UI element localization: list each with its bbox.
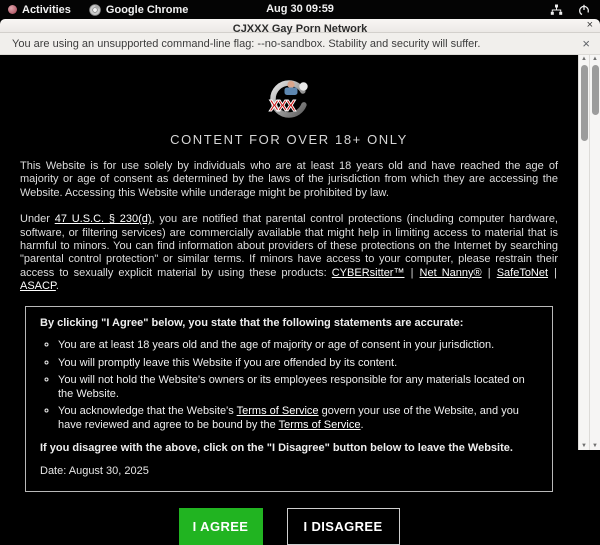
app-menu-label: Google Chrome [105, 3, 189, 16]
logo-xxx-text: XXX [269, 98, 294, 115]
p2-text: . [55, 280, 59, 293]
consent-buttons [20, 508, 558, 545]
topbar-left [0, 0, 188, 19]
link-asacp[interactable]: ASACP [20, 280, 56, 293]
agreement-bullet [58, 405, 538, 432]
link-safetonet[interactable]: SafeToNet [496, 266, 549, 279]
site-logo [20, 55, 558, 125]
site-logo-image [267, 76, 311, 120]
app-menu-button[interactable] [89, 0, 189, 19]
window-title: CJXXX Gay Porn Network [232, 23, 368, 35]
terms-of-service-link[interactable]: Terms of Service [236, 405, 319, 418]
topbar-right [550, 4, 600, 16]
scroll-down-icon[interactable]: ▼ [581, 443, 587, 449]
disagree-button[interactable]: I DISAGREE [287, 508, 400, 545]
activities-label: Activities [22, 3, 71, 16]
link-cybersitter[interactable]: CYBERsitter™ [331, 266, 405, 279]
power-icon[interactable] [578, 4, 590, 16]
inner-scrollbar-thumb[interactable] [581, 65, 588, 141]
link-net-nanny[interactable]: Net Nanny® [419, 266, 482, 279]
agreement-box [25, 306, 553, 493]
chrome-icon [89, 4, 101, 16]
agreement-intro: By clicking "I Agree" below, you state that the following statements are accurate: [40, 316, 464, 329]
agreement-list [58, 339, 538, 432]
inner-scrollbar[interactable] [578, 55, 589, 450]
outer-scrollbar-thumb[interactable] [592, 65, 599, 115]
date-label: Date: August 30, 2025 [40, 464, 149, 477]
agree-button[interactable]: I AGREE [179, 508, 263, 545]
separator: | [487, 266, 491, 279]
clock-button[interactable]: Aug 30 09:59 [266, 3, 334, 15]
scrollbar-area [578, 55, 600, 450]
p2-text: , you are notified that parental control protections (including computer hardware, software, or filtering services) are commercially available that might help in limiting access to material that is harmful to minors. You can find information about providers of these protections on the Internet by searching "parental control protection" or similar terms. If minors have access to your computer, please restrain their access to sexually explicit material by using these products: [20, 213, 558, 279]
separator: | [410, 266, 414, 279]
age-gate-content [0, 55, 578, 545]
activities-button[interactable] [8, 0, 71, 19]
paragraph-parental-controls [20, 213, 558, 293]
separator: | [554, 266, 558, 279]
bullet4-text: . [360, 418, 364, 431]
law-link[interactable]: 47 U.S.C. § 230(d) [54, 213, 152, 226]
window-close-button[interactable]: × [586, 19, 593, 31]
bullet4-text: You acknowledge that the Website's [58, 405, 237, 418]
agreement-bullet: ◦ You will promptly leave this Website if you are offended by its content. [58, 357, 538, 371]
scroll-down-icon[interactable]: ▼ [592, 443, 598, 449]
scroll-up-icon[interactable]: ▲ [581, 56, 587, 62]
disagree-note: If you disagree with the above, click on the "I Disagree" button below to leave the Website. [40, 442, 513, 455]
gnome-top-bar [0, 0, 600, 19]
infobar-close-button[interactable]: × [582, 36, 590, 51]
terms-of-service-link[interactable]: Terms of Service [278, 418, 361, 431]
agreement-bullet: ◦ You are at least 18 years old and the age of majority or age of consent in your jurisdiction. [58, 339, 538, 353]
bullet4-text: govern your use of the Website, and you have reviewed and agree to be bound by the [58, 405, 519, 431]
agreement-bullet: ◦ You will not hold the Website's owners or its employees responsible for any materials located on the Website. [58, 374, 538, 401]
infobar-message: You are using an unsupported command-line flag: --no-sandbox. Stability and security will suffer. [12, 37, 481, 50]
paragraph-usage: This Website is for use solely by individuals who are at least 18 years old and have reached the age of majority or age of consent as determined by the laws of the jurisdiction from which they are accessing the Website. Accessing this Website while underage might be prohibited by law. [20, 160, 558, 199]
outer-scrollbar[interactable] [589, 55, 600, 450]
page-content [0, 55, 600, 535]
network-icon[interactable] [550, 4, 563, 16]
chrome-infobar [0, 33, 600, 55]
scroll-up-icon[interactable]: ▲ [592, 56, 598, 62]
window-titlebar[interactable] [0, 19, 600, 33]
age-gate-heading: CONTENT FOR OVER 18+ ONLY [170, 132, 408, 147]
distro-icon [8, 5, 17, 14]
p2-text: Under [20, 213, 55, 226]
